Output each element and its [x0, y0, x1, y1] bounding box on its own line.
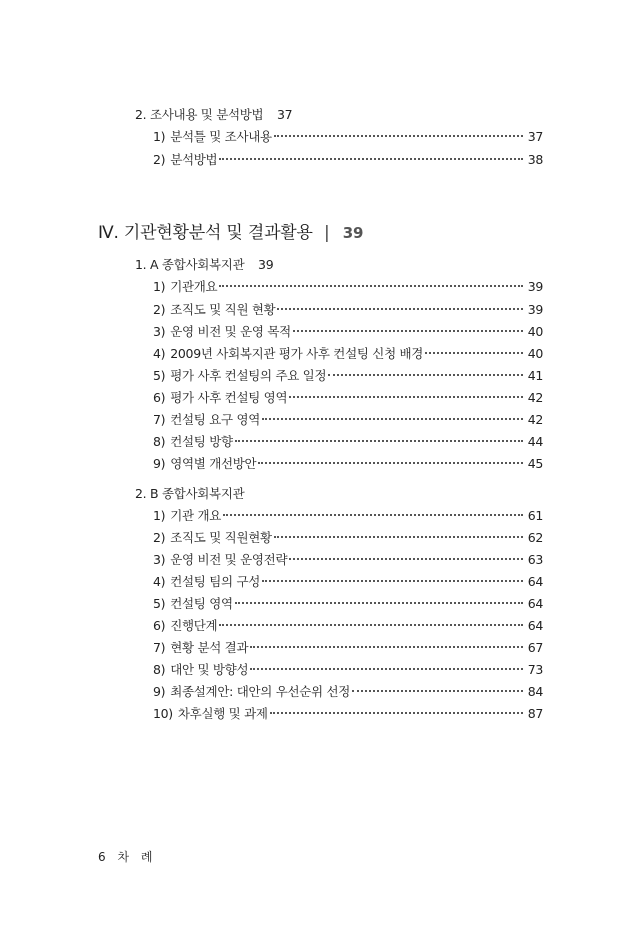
entry-text: 현황 분석 결과	[170, 640, 249, 655]
entry-page: 44	[527, 434, 543, 449]
dot-leader	[258, 461, 523, 464]
entry-page: 45	[527, 456, 543, 471]
dot-leader	[235, 601, 523, 604]
toc-entry[interactable]	[153, 127, 543, 147]
section-page: 39	[258, 257, 274, 272]
entry-text: 컨설팅 팀의 구성	[170, 574, 261, 589]
entry-page: 64	[527, 574, 543, 589]
dot-leader	[277, 307, 523, 310]
entry-page: 62	[527, 530, 543, 545]
chapter-separator: |	[323, 223, 330, 243]
dot-leader	[328, 373, 523, 376]
toc-entry[interactable]	[153, 616, 543, 636]
dot-leader	[425, 351, 523, 354]
section-a-heading	[135, 255, 273, 275]
entry-page: 61	[527, 508, 543, 523]
footer-title: 차 례	[117, 850, 157, 864]
entry-number: 9)	[153, 456, 166, 471]
toc-entry[interactable]	[153, 704, 543, 724]
dot-leader	[274, 535, 523, 538]
toc-entry[interactable]	[153, 594, 543, 614]
section-title: 2. 조사내용 및 분석방법	[135, 107, 264, 122]
entry-page: 40	[527, 346, 543, 361]
entry-text: 운영 비전 및 운영전략	[170, 552, 288, 567]
entry-number: 6)	[153, 390, 166, 405]
dot-leader	[219, 623, 523, 626]
entry-page: 37	[527, 129, 543, 144]
entry-page: 42	[527, 412, 543, 427]
dot-leader	[262, 417, 523, 420]
entry-text: 평가 사후 컨설팅의 주요 일정	[170, 368, 327, 383]
entry-number: 1)	[153, 279, 166, 294]
section-title: 1. A 종합사회복지관	[135, 257, 245, 272]
entry-text: 최종설계안: 대안의 우선순위 선정	[170, 684, 351, 699]
dot-leader	[235, 439, 523, 442]
entry-page: 64	[527, 618, 543, 633]
toc-entry[interactable]	[153, 344, 543, 364]
entry-text: 차후실행 및 과제	[177, 706, 268, 721]
entry-number: 2)	[153, 530, 166, 545]
dot-leader	[289, 395, 523, 398]
page-footer	[98, 848, 156, 865]
dot-leader	[223, 513, 523, 516]
entry-text: 진행단계	[170, 618, 218, 633]
footer-page-number: 6	[98, 850, 107, 864]
entry-text: 분석틀 및 조사내용	[170, 129, 272, 144]
dot-leader	[219, 284, 523, 287]
toc-entry[interactable]	[153, 410, 543, 430]
entry-page: 64	[527, 596, 543, 611]
entry-text: 분석방법	[170, 152, 218, 167]
entry-page: 84	[527, 684, 543, 699]
section-2-heading	[135, 105, 292, 125]
entry-text: 조직도 및 직원현황	[170, 530, 272, 545]
entry-page: 63	[527, 552, 543, 567]
toc-entry[interactable]	[153, 277, 543, 297]
entry-page: 42	[527, 390, 543, 405]
toc-entry[interactable]	[153, 682, 543, 702]
toc-entry[interactable]	[153, 528, 543, 548]
entry-number: 9)	[153, 684, 166, 699]
dot-leader	[274, 134, 523, 137]
entry-number: 2)	[153, 152, 166, 167]
entry-text: 컨설팅 요구 영역	[170, 412, 261, 427]
dot-leader	[352, 689, 523, 692]
toc-entry[interactable]	[153, 432, 543, 452]
toc-entry[interactable]	[153, 322, 543, 342]
dot-leader	[293, 329, 523, 332]
entry-text: 컨설팅 영역	[170, 596, 233, 611]
entry-text: 대안 및 방향성	[170, 662, 249, 677]
toc-entry[interactable]	[153, 572, 543, 592]
entry-number: 8)	[153, 434, 166, 449]
toc-entry[interactable]	[153, 550, 543, 570]
dot-leader	[262, 579, 523, 582]
toc-entry[interactable]	[153, 454, 543, 474]
entry-number: 10)	[153, 706, 173, 721]
toc-entry[interactable]	[153, 388, 543, 408]
entry-number: 5)	[153, 368, 166, 383]
entry-text: 2009년 사회복지관 평가 사후 컨설팅 신청 배경	[170, 346, 424, 361]
entry-number: 4)	[153, 574, 166, 589]
toc-entry[interactable]	[153, 366, 543, 386]
entry-number: 4)	[153, 346, 166, 361]
entry-text: 조직도 및 직원 현황	[170, 302, 276, 317]
entry-number: 2)	[153, 302, 166, 317]
chapter-page: 39	[342, 224, 364, 242]
entry-text: 운영 비전 및 운영 목적	[170, 324, 291, 339]
entry-page: 67	[527, 640, 543, 655]
entry-number: 3)	[153, 552, 166, 567]
dot-leader	[219, 157, 523, 160]
entry-text: 영역별 개선방안	[170, 456, 257, 471]
section-page: 37	[277, 107, 293, 122]
entry-number: 7)	[153, 412, 166, 427]
toc-entry[interactable]	[153, 150, 543, 170]
chapter-title: Ⅳ. 기관현황분석 및 결과활용	[98, 223, 313, 243]
entry-number: 7)	[153, 640, 166, 655]
toc-entry[interactable]	[153, 660, 543, 680]
entry-number: 1)	[153, 129, 166, 144]
entry-number: 6)	[153, 618, 166, 633]
entry-page: 39	[527, 302, 543, 317]
dot-leader	[250, 645, 523, 648]
entry-number: 3)	[153, 324, 166, 339]
toc-entry[interactable]	[153, 300, 543, 320]
entry-number: 8)	[153, 662, 166, 677]
entry-page: 39	[527, 279, 543, 294]
entry-text: 기관 개요	[170, 508, 222, 523]
entry-text: 기관개요	[170, 279, 218, 294]
entry-page: 40	[527, 324, 543, 339]
chapter-4-heading[interactable]	[98, 223, 363, 243]
dot-leader	[289, 557, 523, 560]
section-b-heading	[135, 484, 244, 504]
section-title: 2. B 종합사회복지관	[135, 486, 245, 501]
dot-leader	[250, 667, 523, 670]
toc-entry[interactable]	[153, 638, 543, 658]
entry-text: 평가 사후 컨설팅 영역	[170, 390, 288, 405]
toc-entry[interactable]	[153, 506, 543, 526]
entry-page: 73	[527, 662, 543, 677]
entry-text: 컨설팅 방향	[170, 434, 233, 449]
entry-page: 41	[527, 368, 543, 383]
entry-number: 1)	[153, 508, 166, 523]
entry-page: 87	[527, 706, 543, 721]
dot-leader	[270, 711, 523, 714]
entry-number: 5)	[153, 596, 166, 611]
entry-page: 38	[527, 152, 543, 167]
